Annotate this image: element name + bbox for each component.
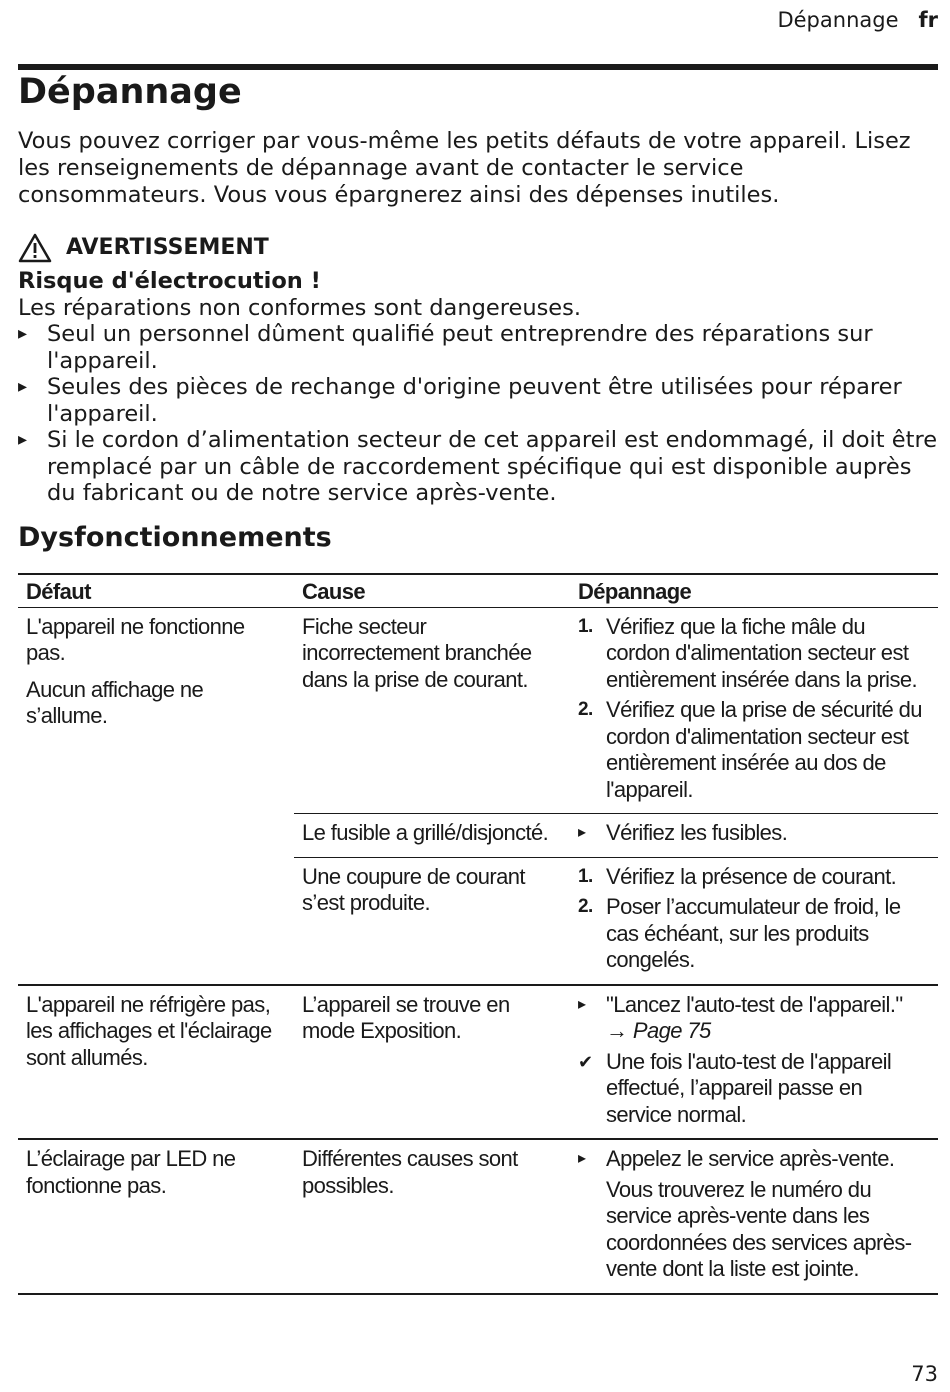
page-title: Dépannage (18, 72, 242, 112)
remedy-step (578, 864, 930, 891)
remedy-step (578, 1146, 930, 1173)
remedy-cell (570, 857, 938, 985)
warning-block (18, 228, 938, 507)
warning-item: ▸ Seules des pièces de rechange d'origine peuvent être utilisées pour réparer l'appareil. (18, 374, 938, 427)
table-row (18, 607, 938, 814)
running-header (777, 8, 938, 32)
warning-subtitle: Risque d'électrocution ! (18, 268, 321, 294)
cause-cell: Le fusible a grillé/disjoncté. (294, 814, 570, 858)
cause-cell: Différentes causes sont possibles. (294, 1139, 570, 1294)
defaut-cell: L'appareil ne réfrigère pas, les affichages et l'éclairage sont allumés. (18, 985, 294, 1140)
table-row (18, 985, 938, 1140)
remedy-step (578, 1049, 930, 1129)
page-reference[interactable]: → Page 75 (606, 1018, 711, 1043)
step-number: 1. (578, 615, 593, 637)
step-text: Une fois l'auto-test de l'appareil effectué, l’appareil passe en service normal. (606, 1048, 892, 1127)
header-depannage: Dépannage (570, 574, 938, 607)
defaut-cell: L’éclairage par LED ne fonctionne pas. (18, 1139, 294, 1294)
bullet-icon: ▸ (578, 824, 586, 841)
remedy-step (578, 614, 930, 694)
cause-cell: Une coupure de courant s’est produite. (294, 857, 570, 985)
remedy-cell (570, 607, 938, 814)
step-number: 2. (578, 699, 593, 720)
step-text: Poser l’accumulateur de froid, le cas échéant, sur les produits congelés. (606, 894, 901, 972)
warning-lead: Les réparations non conformes sont dangereuses. (18, 294, 582, 321)
bullet-icon: ▸ (578, 1150, 586, 1167)
header-section: Dépannage (777, 8, 899, 32)
step-text: Appelez le service après-vente. (606, 1146, 895, 1171)
remedy-step (578, 992, 930, 1045)
step-number: 1. (578, 865, 593, 887)
remedy-note (578, 1177, 930, 1283)
step-text: Vérifiez la présence de courant. (606, 863, 897, 889)
step-text: Vérifiez les fusibles. (606, 820, 788, 845)
step-text: Vérifiez que la prise de sécurité du cordon d'alimentation secteur est entièrement insérée au dos de l'appareil. (606, 697, 922, 802)
header-language: fr (918, 8, 938, 32)
header-rule (18, 64, 938, 70)
warning-title: AVERTISSEMENT (66, 234, 269, 260)
step-text: "Lancez l'auto-test de l'appareil." (606, 991, 903, 1017)
remedy-step (578, 820, 930, 847)
warning-item: ▸ Seul un personnel dûment qualifié peut entreprendre des réparations sur l'appareil. (18, 321, 938, 374)
defaut-cell (18, 607, 294, 985)
note-text: Vous trouverez le numéro du service après-vente dans les coordonnées des services après-vente dont la liste est jointe. (606, 1176, 912, 1281)
page-number: 73 (911, 1362, 938, 1386)
bullet-icon: ▸ (578, 995, 586, 1013)
warning-list (18, 321, 938, 507)
table-header-row (18, 574, 938, 607)
remedy-cell (570, 814, 938, 858)
remedy-cell (570, 985, 938, 1140)
cause-cell: Fiche secteur incorrectement branchée dans la prise de courant. (302, 613, 532, 692)
troubleshooting-table (18, 573, 938, 1295)
cause-cell: L’appareil se trouve en mode Exposition. (294, 985, 570, 1140)
header-cause: Cause (294, 574, 570, 607)
remedy-cell (570, 1139, 938, 1294)
warning-triangle-icon (18, 233, 52, 263)
header-defaut: Défaut (18, 574, 294, 607)
step-number: 2. (578, 896, 593, 917)
section-title: Dysfonctionnements (18, 522, 332, 553)
defaut-text: Aucun affichage ne s’allume. (26, 676, 204, 728)
warning-item: ▸ Si le cordon d’alimentation secteur de cet appareil est endommagé, il doit être remplacé par un câble de raccordement spécifique qui est disponible auprès du fabricant ou de notre service après-vente. (18, 427, 938, 507)
defaut-text: L'appareil ne fonctionne pas. (26, 613, 245, 665)
step-text: Vérifiez que la fiche mâle du cordon d'alimentation secteur est entièrement insérée dans la prise. (606, 613, 918, 692)
intro-paragraph: Vous pouvez corriger par vous-même les petits défauts de votre appareil. Lisez les renseignements de dépannage avant de contacter le service consommateurs. Vous vous épargnerez ainsi des dépenses inutiles. (18, 128, 911, 208)
remedy-step (578, 894, 930, 974)
remedy-step (578, 697, 930, 803)
warning-heading (18, 228, 938, 268)
checkmark-icon: ✔ (578, 1051, 593, 1072)
table-row (18, 1139, 938, 1294)
